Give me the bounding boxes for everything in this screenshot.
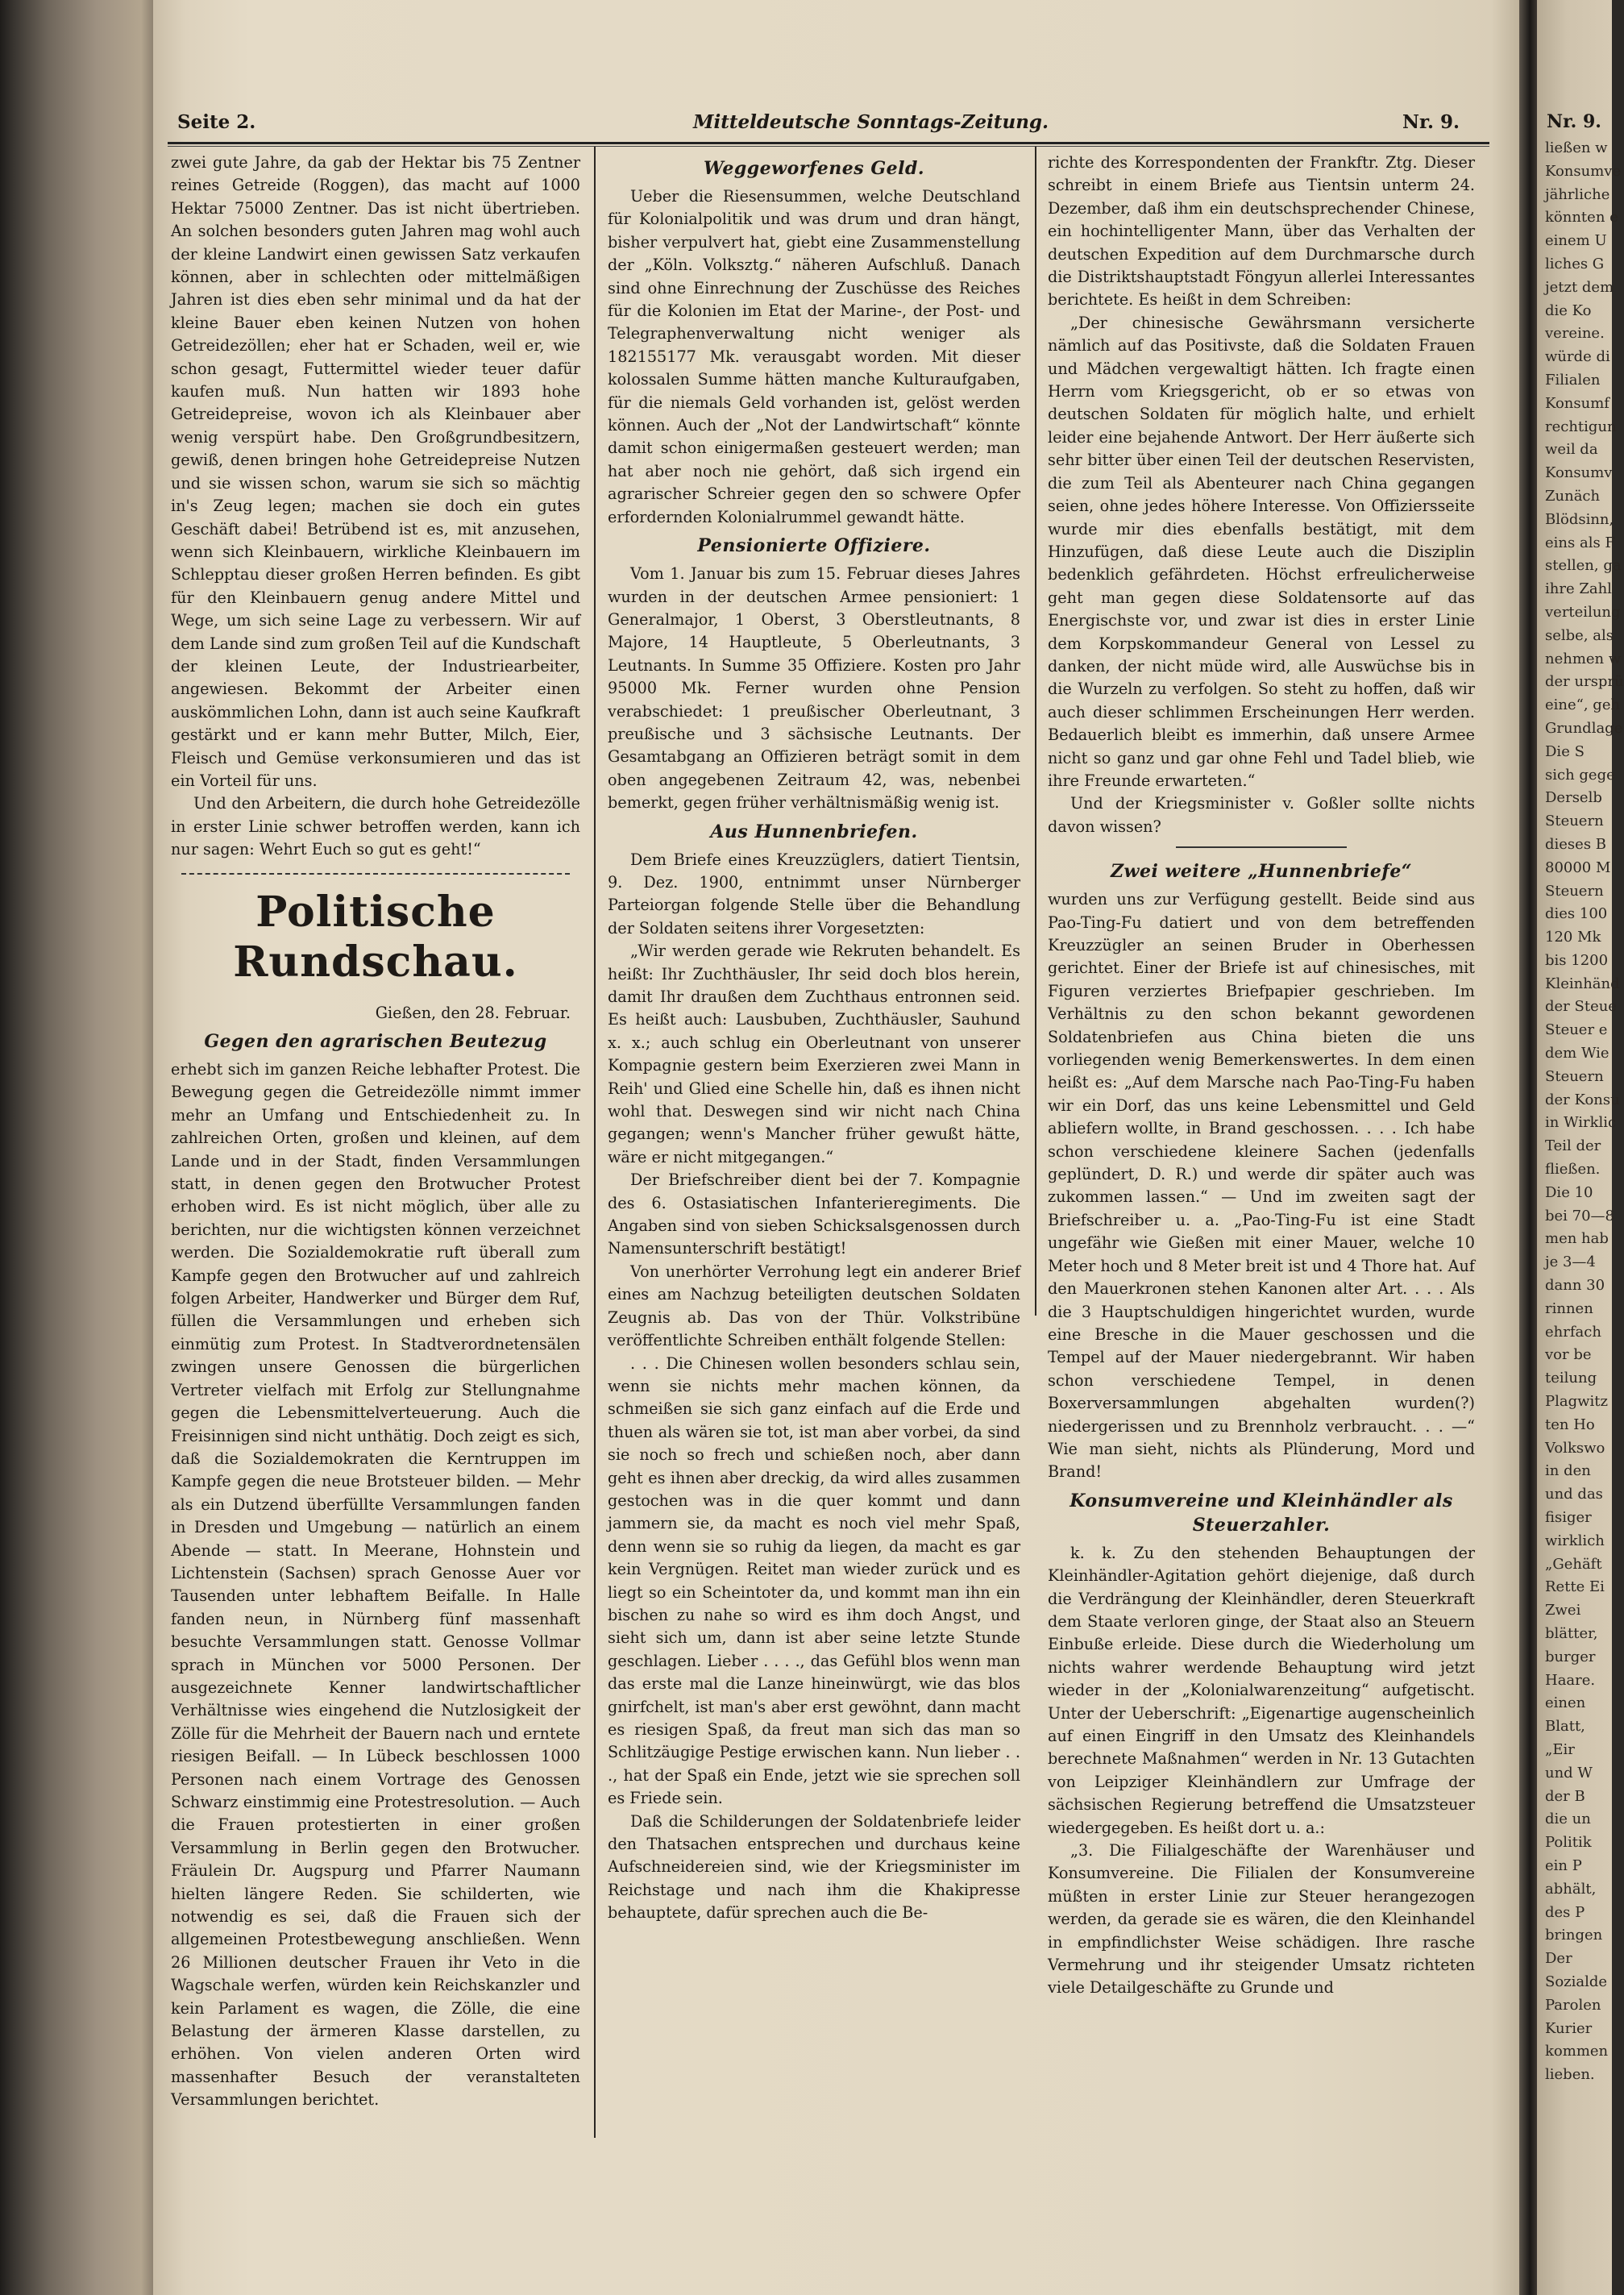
section-divider: [181, 873, 571, 875]
edge-fragment-line: Blatt,: [1545, 1718, 1585, 1736]
header-rule-thin: [168, 146, 1489, 147]
edge-fragment-line: „Gehäft: [1545, 1555, 1602, 1573]
edge-fragment-line: Politik: [1545, 1834, 1592, 1852]
edge-fragment-line: selbe, als: [1545, 626, 1614, 644]
edge-fragment-line: dieses B: [1545, 835, 1607, 853]
page-header: [169, 111, 1487, 142]
book-binding-edge: [0, 0, 153, 2295]
edge-fragment-line: bis 1200: [1545, 951, 1609, 969]
edge-fragment-line: ehrfach: [1545, 1323, 1601, 1341]
edge-fragment-line: einen: [1545, 1694, 1586, 1712]
headline-agrar: Gegen den agrarischen Beutezug: [204, 1031, 547, 1052]
edge-fragment-line: dem Wie: [1545, 1045, 1609, 1062]
edge-fragment-line: liches G: [1545, 255, 1605, 272]
edge-fragment-line: kommen: [1545, 2043, 1609, 2060]
edge-fragment-line: der Konsu: [1545, 1091, 1620, 1108]
edge-fragment-line: des P: [1545, 1903, 1585, 1921]
edge-fragment-line: vereine.: [1545, 325, 1605, 343]
edge-fragment-line: bei 70—8: [1545, 1207, 1615, 1224]
edge-fragment-line: Steuern: [1545, 813, 1604, 830]
headline-konsumvereine: Konsumvereine und Kleinhändler als Steuerzahler.: [1070, 1490, 1453, 1536]
article-hunnen-2: „Wir werden gerade wie Rekruten behandelt. Es heißt: Ihr Zuchthäusler, Ihr seid doch blos herein, damit Ihr draußen dem Zuchthaus entronnen seid. Es heißt auch: Lausbuben, Zuchthäusler, Sauhund x. x.; auch schlug ein Oberleutnant von unserer Kompagnie gestern beim Exerzieren zwei Mann in Reih' und Glied eine Schelle hin, daß es ihnen nicht wohl that. Deswegen sind wir nicht nach China gegangen; wenn's Mancher früher gewußt hätte, wäre er nicht mitgegangen.“: [608, 942, 1020, 1166]
edge-fragment-line: ihre Zahl: [1545, 580, 1612, 598]
article-zwei-weitere: wurden uns zur Verfügung gestellt. Beide sind aus Pao-Ting-Fu datiert und von dem betreffenden Kreuzzügler an seinen Bruder in Oberhessen gerichtet. Einer der Briefe ist auf chinesisches, mit Figuren verziertes Briefpapier geschrieben. Im Verhältnis zu den schon bekannt gewordenen Soldatenbriefen aus China bieten die uns vorliegenden wenig Bemerkenswertes. In dem einen heißt es: „Auf dem Marsche nach Pao-Ting-Fu haben wir ein Dorf, das uns keine Lebensmittel und Geld abliefern wollte, in Brand geschossen. . . . Ich habe schon verschiedene kleinere Sachen (jedenfalls geplündert, D. R.) und werde dir später auch was zukommen lassen.“ — Und im zweiten sagt der Briefschreiber u. a. „Pao-Ting-Fu ist eine Stadt ungefähr wie Gießen mit einer Mauer, welche 10 Meter hoch und 8 Meter breit ist und 4 Thore hat. Auf den Mauerkronen stehen Kanonen alter Art. . . . Als die 3 Hauptschuldigen hingerichtet wurden, wurde eine Bresche in die Mauer geschossen und die Tempel auf der Mauer niedergebrannt. Wir haben schon verschiedene Tempel, in denen Boxerversammlungen abgehalten wurden(?) niedergerissen und zu Brennholz verbraucht. . . —“ Wie man sieht, nichts als Plünderung, Mord und Brand!: [1048, 890, 1475, 1482]
edge-fragment-line: die un: [1545, 1811, 1591, 1828]
masthead: Mitteldeutsche Sonntags-Zeitung.: [693, 111, 1049, 133]
edge-fragment-line: Der: [1545, 1950, 1572, 1968]
edge-fragment-line: Zunäch: [1545, 487, 1601, 505]
edge-fragment-line: Rette Ei: [1545, 1578, 1605, 1596]
article-konsumvereine-quote: „3. Die Filialgeschäfte der Warenhäuser und Konsumvereine. Die Filialen der Konsumvereine müßten in erster Linie zur Steuer herangezogen werden, da gerade sie es wären, die den Kleinhandel in empfindlichster Weise schädigen. Ihre rasche Vermehrung und ihr steigender Umsatz richteten viele Detailgeschäfte zu Grunde und: [1048, 1841, 1475, 1998]
article-agrar: erhebt sich im ganzen Reiche lebhafter Protest. Die Bewegung gegen die Getreidezölle nimmt immer mehr an Umfang und Entschiedenheit zu. In zahlreichen Orten, großen und kleinen, auf dem Lande und in der Stadt, finden Versammlungen statt, in denen gegen den Brotwucher Protest erhoben wird. Es ist nicht möglich, über alle zu berichten, nur die wichtigsten können verzeichnet werden. Die Sozialdemokratie ruft überall zum Kampfe gegen den Brotwucher auf und zahlreich folgen Arbeiter, Handwerker und Bürger dem Ruf, füllen die Versammlungen und erheben sich einmütig zum Protest. In Stadtverordnetensälen zwingen unsere Genossen die bürgerlichen Vertreter vielfach mit Erfolg zur Stellungnahme gegen die Lebensmittelverteuerung. Auch die Freisinnigen sind nicht unthätig. Doch zeigt es sich, daß die Sozialdemokraten die Kerntruppen im Kampfe gegen die neue Brotsteuer bilden. — Mehr als ein Dutzend überfüllte Versammlungen fanden in Dresden und Umgebung — natürlich an einem Abende — statt. In Meerane, Hohnstein und Lichtenstein (Sachsen) sprach Genosse Auer vor Tausenden unter lebhaftem Beifalle. In Halle fanden neun, in Nürnberg fünf massenhaft besuchte Versammlungen statt. Genosse Vollmar sprach in München vor 5000 Personen. Der ausgezeichnete Kenner landwirtschaftlicher Verhältnisse wies eingehend die Nutzlosigkeit der Zölle für die Mehrheit der Bauern nach und erntete riesigen Beifall. — In Lübeck beschlossen 1000 Personen nach einem Vortrage des Genossen Schwarz einstimmig eine Protestresolution. — Auch die Frauen protestierten in einer großen Versammlung in Berlin gegen den Brotwucher. Fräulein Dr. Augspurg und Pfarrer Naumann hielten längere Reden. Sie schilderten, wie notwendig es sei, daß die Frauen sich der allgemeinen Protestbewegung anschließen. Wenn 26 Millionen deutscher Frauen ihr Veto in die Wagschale werfen, würden kein Reichskanzler und kein Parlament es wagen, die Zölle, die eine Belastung der ärmeren Klasse darstellen, zu erhöhen. Von vielen anderen Orten wird massenhafter Besuch der veranstalteten Versammlungen berichtet.: [171, 1060, 580, 2110]
edge-fragment-line: men hab: [1545, 1230, 1609, 1248]
edge-fragment-line: Konsumv: [1545, 464, 1613, 482]
edge-fragment-line: burger: [1545, 1648, 1596, 1665]
edge-fragment-line: der Steue: [1545, 998, 1617, 1016]
edge-fragment-line: der B: [1545, 1787, 1585, 1805]
edge-fragment-line: Kleinhänd: [1545, 975, 1620, 992]
edge-fragment-line: Sozialde: [1545, 1973, 1608, 1990]
edge-fragment-line: könnten e: [1545, 209, 1618, 227]
article-hunnen-continued: richte des Korrespondenten der Frankftr. Ztg. Dieser schreibt in einem Briefe aus Tientsin unterm 24. Dezember, daß ihm ein deutschsprechender Chinese, ein hochintelligenter Mann, über das Verhalten der deutschen Expedition auf dem Durchmarsche durch die Distriktshauptstadt Föngyun allerlei Interessantes berichtete. Es heißt in dem Schreiben:: [1048, 153, 1475, 310]
edge-fragment-line: Konsumf: [1545, 394, 1609, 412]
page-label: Seite 2.: [177, 111, 256, 133]
article-hunnen-4: Von unerhörter Verrohung legt ein anderer Brief eines am Nachzug beteiligten deutschen Soldaten Zeugnis ab. Das von der Thür. Volkstribüne veröffentlichte Schreiben enthält folgende Stellen:: [608, 1262, 1020, 1350]
issue-number: Nr. 9.: [1402, 111, 1460, 133]
column-1: [171, 152, 580, 2112]
edge-fragment-line: ein P: [1545, 1856, 1582, 1874]
edge-fragment-line: Volkswo: [1545, 1439, 1605, 1457]
article-konsumvereine: k. k. Zu den stehenden Behauptungen der Kleinhändler-Agitation gehört diejenige, daß durch die Verdrängung der Kleinhändler, deren Steuerkraft dem Staate verloren ginge, der Staat also an Steuern Einbuße erleide. Diese durch die Wiederholung um nichts wahrer werdende Behauptung wird jetzt wieder in der „Kolonialwarenzeitung“ aufgetischt. Unter der Ueberschrift: „Eigenartige augenscheinlich auf einen Eingriff in den Umsatz des Kleinhandels berechnete Maßnahmen“ werden in Nr. 13 Gutachten von Leipziger Kleinhändlern zur Umfrage der sächsischen Regierung betreffend die Umsatzsteuer wiedergegeben. Es heißt dort u. a.:: [1048, 1543, 1475, 1837]
next-page-text-fragments: [1545, 137, 1624, 2087]
column-rule-2: [1035, 147, 1036, 1316]
edge-fragment-line: und W: [1545, 1764, 1593, 1782]
edge-fragment-line: eins als F: [1545, 534, 1615, 551]
header-rule: [168, 142, 1489, 144]
edge-fragment-line: fließen.: [1545, 1161, 1601, 1179]
edge-fragment-line: dann 30: [1545, 1277, 1605, 1295]
headline-zwei-weitere: Zwei weitere „Hunnenbriefe“: [1110, 861, 1413, 883]
edge-fragment-line: weil da: [1545, 441, 1598, 459]
edge-fragment-line: Haare.: [1545, 1671, 1596, 1689]
edge-fragment-line: sich gege: [1545, 766, 1615, 784]
edge-fragment-line: verteilung: [1545, 603, 1621, 621]
edge-fragment-line: Konsumve: [1545, 162, 1622, 180]
article-geld: Ueber die Riesensummen, welche Deutschland für Kolonialpolitik und was drum und dran hängt, bisher verpulvert hat, giebt eine Zusammenstellung der „Köln. Volksztg.“ näheren Aufschluß. Danach sind ohne Einrechnung der Zuschüsse des Reiches für die Kolonien im Etat der Marine-, der Post- und Telegraphenverwaltung nicht weniger als 182155177 Mk. verausgabt worden. Mit dieser kolossalen Summe hätten manche Kulturaufgaben, für die niemals Geld vorhanden ist, gelöst werden können. Auch der „Not der Landwirtschaft“ könnte damit schon einigermaßen gesteuert werden; man hat aber noch nie gehört, daß sich irgend ein agrarischer Schreier gegen den so schwere Opfer erfordernden Kolonialrummel gewandt hätte.: [608, 187, 1020, 526]
edge-fragment-line: rechtigun: [1545, 418, 1617, 435]
edge-fragment-line: einem U: [1545, 232, 1607, 250]
article-intro-closing: Und den Arbeitern, die durch hohe Getreidezölle in erster Linie schwer betroffen werden, kann ich nur sagen: Wehrt Euch so gut es geht!“: [171, 794, 580, 859]
article-pensionierte: Vom 1. Januar bis zum 15. Februar dieses Jahres wurden in der deutschen Armee pensioniert: 1 Generalmajor, 1 Oberst, 3 Oberstleutnants, 8 Majore, 14 Hauptleute, 5 Oberleutnants, 3 Leutnants. In Summe 35 Offiziere. Kosten pro Jahr 95000 Mk. Ferner wurden ohne Pension verabschiedet: 1 preußischer Oberleutnant, 3 preußische und 3 sächsische Leutnants. Der Gesamtabgang an Offizieren beträgt somit in dem oben angegebenen Zeitraum 42, was, nebenbei bemerkt, gegen früher verhältnismäßig wenig ist.: [608, 564, 1020, 813]
edge-fragment-line: dies 100: [1545, 905, 1608, 923]
article-hunnen-closing: Und der Kriegsminister v. Goßler sollte nichts davon wissen?: [1048, 794, 1475, 836]
headline-pensionierte: Pensionierte Offiziere.: [697, 535, 931, 557]
edge-fragment-line: teilung: [1545, 1370, 1597, 1387]
article-hunnen-5: . . . Die Chinesen wollen besonders schlau sein, wenn sie nichts mehr machen können, da schmeißen sie sich ganz einfach auf die Erde und thuen als wären sie tot, ist man aber vorbei, da sind sie noch so frech und schießen noch, aber dann geht es ihnen aber dreckig, da wird alles zusammen gestochen was in die quer kommt und dann jammern sie, da macht es noch viel mehr Spaß, denn wenn sie so ruhig da liegen, da macht es gar kein Vergnügen. Reitet man wieder zurück und es liegt so ein Scheintoter da, und kommt man ihn ein bischen zu nahe so wird es ihm doch Angst, und sieht sich um, dann ist aber seine letzte Stunde geschlagen. Lieber . . . ., das Gefühl blos wenn man das erste mal die Lanze hineinwürgt, wie das blos gnirfchelt, ist man's aber erst gewöhnt, dann macht es riesigen Spaß, da freut man sich das man so Schlitzäugige Pestige erwischen kann. Nun lieber . . ., hat der Spaß ein Ende, jetzt wie sie sprechen soll es Friede sein.: [608, 1353, 1020, 1808]
dateline: Gießen, den 28. Februar.: [375, 1003, 571, 1022]
section-title: Politische Rundschau.: [233, 887, 518, 987]
edge-fragment-line: ten Ho: [1545, 1416, 1595, 1433]
edge-fragment-line: Steuern: [1545, 882, 1604, 900]
edge-fragment-line: bringen: [1545, 1927, 1603, 1944]
headline-hunnenbriefe: Aus Hunnenbriefen.: [710, 821, 918, 842]
article-hunnen-6: Daß die Schilderungen der Soldatenbriefe leider den Thatsachen entsprechen und durchaus keine Aufschneidereien sind, wie der Kriegsminister im Reichstage und nach ihm die Khakipresse behauptete, dafür sprechen auch die Be-: [608, 1811, 1020, 1923]
edge-fragment-line: Derselb: [1545, 789, 1602, 807]
edge-fragment-line: nehmen w: [1545, 650, 1622, 667]
article-hunnen-1: Dem Briefe eines Kreuzzüglers, datiert Tientsin, 9. Dez. 1900, entnimmt unser Nürnberger Parteiorgan folgende Stelle über die Behandlung der Soldaten seitens ihrer Vorgesetzten:: [608, 850, 1020, 938]
edge-fragment-line: Plagwitz: [1545, 1393, 1609, 1411]
edge-fragment-line: Steuern: [1545, 1067, 1604, 1085]
edge-fragment-line: würde di: [1545, 348, 1610, 366]
edge-fragment-line: Die 10: [1545, 1183, 1593, 1201]
edge-fragment-line: Zwei: [1545, 1602, 1581, 1619]
edge-fragment-line: jährliche: [1545, 185, 1610, 203]
article-hunnen-3: Der Briefschreiber dient bei der 7. Kompagnie des 6. Ostasiatischen Infanterieregiments. Die Angaben sind von sieben Schicksalsgenossen durch Namensunterschrift bestätigt!: [608, 1170, 1020, 1258]
adjacent-page-edge: [1537, 0, 1624, 2295]
edge-fragment-line: vor be: [1545, 1346, 1592, 1364]
book-gutter: [1519, 0, 1537, 2295]
headline-geld: Weggeworfenes Geld.: [703, 158, 925, 179]
edge-fragment-line: der ursprü: [1545, 673, 1624, 691]
edge-fragment-line: Die S: [1545, 742, 1585, 760]
column-rule-1: [594, 147, 596, 2138]
edge-fragment-line: jetzt dem: [1545, 278, 1614, 296]
edge-fragment-line: 80000 M: [1545, 859, 1611, 876]
edge-fragment-line: Filialen: [1545, 371, 1601, 389]
edge-fragment-line: Grundlage: [1545, 719, 1623, 737]
edge-fragment-line: blätter,: [1545, 1625, 1598, 1642]
edge-fragment-line: eine“, geh: [1545, 696, 1621, 714]
edge-fragment-line: fisiger: [1545, 1509, 1592, 1527]
edge-fragment-line: wirklich: [1545, 1532, 1605, 1549]
edge-fragment-line: Kurier: [1545, 2019, 1593, 2037]
edge-fragment-line: Blödsinn,: [1545, 510, 1614, 528]
article-intro-continued: zwei gute Jahre, da gab der Hektar bis 75 Zentner reines Getreide (Roggen), das macht auf 1000 Hektar 75000 Zentner. Das ist nicht übertrieben. An solchen besonders guten Jahren mag wohl auch der kleine Landwirt einen gewissen Satz verkaufen können, aber in schlechten oder mittelmäßigen Jahren ist dies eben sehr minimal und da hat der kleine Bauer eben keinen Nutzen von hohen Getreidezöllen; eher hat er Schaden, weil er, wie schon gesagt, Futtermittel wieder teuer dafür kaufen muß. Nun hatten wir 1893 hohe Getreidepreise, wovon ich als Kleinbauer aber wenig verspürt habe. Den Großgrundbesitzern, gewiß, denen bringen hohe Getreidepreise Nutzen und sie wissen schon, warum sie sich so mächtig in's Zeug legen; machen sie doch ein gutes Geschäft dabei! Betrübend ist es, mit anzusehen, wenn sich Kleinbauern, wirkliche Kleinbauern im Schlepptau dieser großen Herren befinden. Es gibt für den Kleinbauern genug andere Mittel und Wege, um sich seine Lage zu verbessern. Wir auf dem Lande sind zum großen Teil auf die Kundschaft der kleinen Leute, der Industriearbeiter, angewiesen. Bekommt der Arbeiter einen auskömmlichen Lohn, dann ist auch seine Kaufkraft gestärkt und er kann mehr Butter, Milch, Eier, Fleisch und Gemüse verkonsumieren und das ist ein Vorteil für uns.: [171, 153, 580, 790]
edge-fragment-line: und das: [1545, 1486, 1603, 1503]
edge-fragment-line: Steuer e: [1545, 1021, 1608, 1039]
edge-fragment-line: lieben.: [1545, 2066, 1595, 2084]
article-divider: [1176, 846, 1347, 848]
edge-fragment-line: stellen, ga: [1545, 557, 1622, 575]
edge-fragment-line: 120 Mk: [1545, 929, 1601, 946]
column-2: [608, 152, 1020, 1925]
edge-fragment-line: je 3—4: [1545, 1254, 1596, 1271]
edge-fragment-line: in Wirklic: [1545, 1114, 1617, 1132]
edge-fragment-line: die Ko: [1545, 301, 1592, 319]
edge-fragment-line: „Eir: [1545, 1740, 1575, 1758]
edge-fragment-line: abhält,: [1545, 1880, 1597, 1898]
column-3: [1048, 152, 1475, 2000]
edge-fragment-line: rinnen: [1545, 1299, 1593, 1317]
edge-fragment-line: Teil der: [1545, 1137, 1601, 1155]
edge-fragment-line: ließen w: [1545, 139, 1608, 156]
edge-fragment-line: Parolen: [1545, 1996, 1601, 2014]
next-page-issue: Nr. 9.: [1547, 111, 1601, 132]
edge-fragment-line: in den: [1545, 1462, 1591, 1480]
article-hunnen-quote: „Der chinesische Gewährsmann versicherte nämlich auf das Positivste, daß die Soldaten Frauen und Mädchen vergewaltigt hätten. Ich fragte einen Herrn vom Kriegsgericht, ob er so etwas von deutschen Soldaten für möglich halte, und erhielt leider eine bejahende Antwort. Der Herr äußerte sich sehr bitter über einen Teil der deutschen Reservisten, die zum Teil als Abenteurer nach China gegangen seien, ohne jedes höhere Interesse. Von Offiziersseite wurde mir dies ebenfalls bestätigt, mit dem Hinzufügen, daß diese Leute auch die Disziplin bedenklich gefährdeten. Höchst erfreulicherweise geht man gegen diese Soldatensorte auf das Energischste vor, und zwar ist dies in erster Linie dem Korpskommandeur General von Lessel zu danken, der nicht müde wird, alle Auswüchse bis in die Wurzeln zu verfolgen. So steht zu hoffen, daß wir auch dieser schlimmen Erscheinungen Herr werden. Bedauerlich bleibt es immerhin, daß unsere Armee nicht so ganz und gar ohne Fehl und Tadel blieb, wie ihre Freunde erwarteten.“: [1048, 313, 1475, 790]
